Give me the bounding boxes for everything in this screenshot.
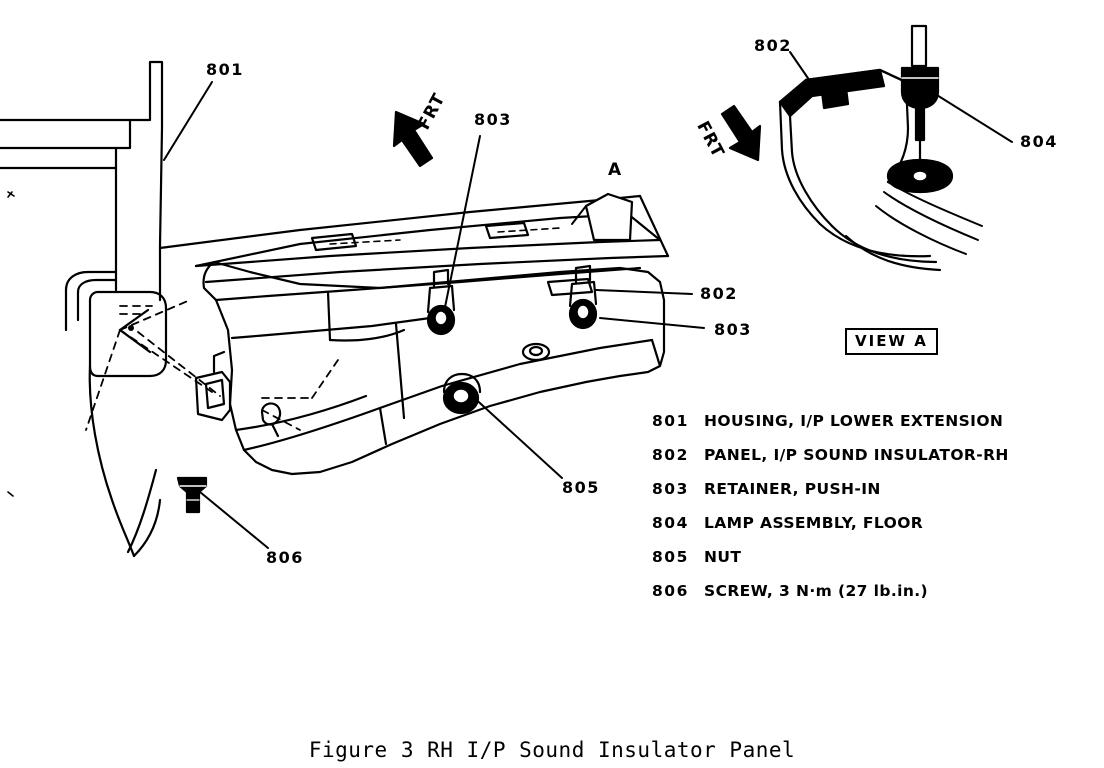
lamp-body [902, 68, 938, 108]
insulator-panel-rib-3 [380, 408, 386, 444]
parts-legend [652, 412, 1082, 616]
beam-slot-2-dash [498, 228, 560, 232]
legend-description: SCREW, 3 N·m (27 lb.in.) [704, 582, 929, 600]
section-letter-a: A [608, 160, 622, 180]
insulator-panel-inner-curve [236, 396, 366, 430]
legend-item-806 [652, 582, 1082, 600]
insulator-panel-rib-1 [232, 318, 430, 338]
leader-803-right [600, 318, 704, 328]
callout-802-inset: 802 [754, 36, 792, 55]
housing-bracket-outline [90, 292, 166, 376]
screw-806 [178, 478, 206, 512]
legend-item-804 [652, 514, 1082, 532]
legend-description: HOUSING, I/P LOWER EXTENSION [704, 412, 1004, 430]
beam-slot-3 [548, 279, 592, 295]
callout-803-right: 803 [714, 320, 752, 339]
legend-item-805 [652, 548, 1082, 566]
inset-panel-inner-wall [790, 116, 832, 226]
clip-bracket-tab [214, 352, 224, 372]
callout-802-right: 802 [700, 284, 738, 303]
insulator-panel-notch [652, 340, 660, 366]
clip-bracket-inner [206, 380, 224, 408]
leader-803-top [444, 136, 480, 312]
housing-lower-wall [90, 366, 134, 556]
leader-802-right [596, 290, 692, 294]
leader-804-inset [932, 92, 1012, 142]
legend-number: 805 [652, 548, 689, 566]
inset-panel-window [822, 88, 848, 108]
figure-caption: Figure 3 RH I/P Sound Insulator Panel [308, 738, 796, 762]
frt-label-left: FRT [414, 89, 450, 134]
housing-datum-dot [128, 325, 134, 331]
retainer-803-right [570, 266, 596, 328]
cowl-flange-curve2 [78, 280, 116, 292]
cowl-lower-line [0, 148, 116, 168]
lamp-neck [916, 108, 924, 140]
callout-806: 806 [266, 548, 304, 567]
clip-bracket [196, 372, 230, 420]
lamp-socket-hole [913, 171, 927, 181]
insulator-panel-crease [330, 330, 404, 341]
ip-beam-lower-edge [196, 240, 660, 266]
legend-description: LAMP ASSEMBLY, FLOOR [704, 514, 924, 532]
legend-number: 801 [652, 412, 689, 430]
small-fastener-head [262, 403, 280, 424]
legend-number: 804 [652, 514, 689, 532]
inset-panel-bottom-3 [846, 236, 940, 270]
leader-801 [164, 82, 212, 160]
frt-label-right: FRT [692, 118, 729, 162]
ip-beam-top-edge [196, 214, 628, 266]
legend-item-802 [652, 446, 1082, 464]
scan-artifacts [8, 192, 14, 496]
inset-wire-2 [884, 192, 978, 240]
callout-805: 805 [562, 478, 600, 497]
callout-803-top: 803 [474, 110, 512, 129]
legend-item-801 [652, 412, 1082, 430]
leader-802-inset [790, 52, 812, 84]
legend-number: 802 [652, 446, 689, 464]
view-a-label: VIEW A [845, 328, 938, 355]
legend-description: PANEL, I/P SOUND INSULATOR-RH [704, 446, 1009, 464]
section-a-leader [572, 206, 586, 224]
legend-description: NUT [704, 548, 742, 566]
cowl-inner-edge [0, 120, 130, 148]
leader-805 [470, 394, 562, 478]
insulator-panel-vertical-1 [328, 292, 330, 340]
legend-item-803 [652, 480, 1082, 498]
panel-dash-b [312, 360, 338, 398]
legend-number: 803 [652, 480, 689, 498]
callout-804-inset: 804 [1020, 132, 1058, 151]
legend-description: RETAINER, PUSH-IN [704, 480, 881, 498]
legend-number: 806 [652, 582, 689, 600]
inset-view-a [780, 26, 982, 270]
floor-contour-2 [128, 470, 156, 552]
housing-dash-6 [138, 332, 220, 396]
insulator-panel-vertical-2 [396, 324, 404, 418]
cowl-outer-edge [0, 62, 162, 245]
lamp-stem [912, 26, 926, 66]
leader-806 [200, 492, 268, 548]
small-fastener-stem [272, 424, 278, 436]
panel-boss [523, 344, 549, 360]
callout-801: 801 [206, 60, 244, 79]
